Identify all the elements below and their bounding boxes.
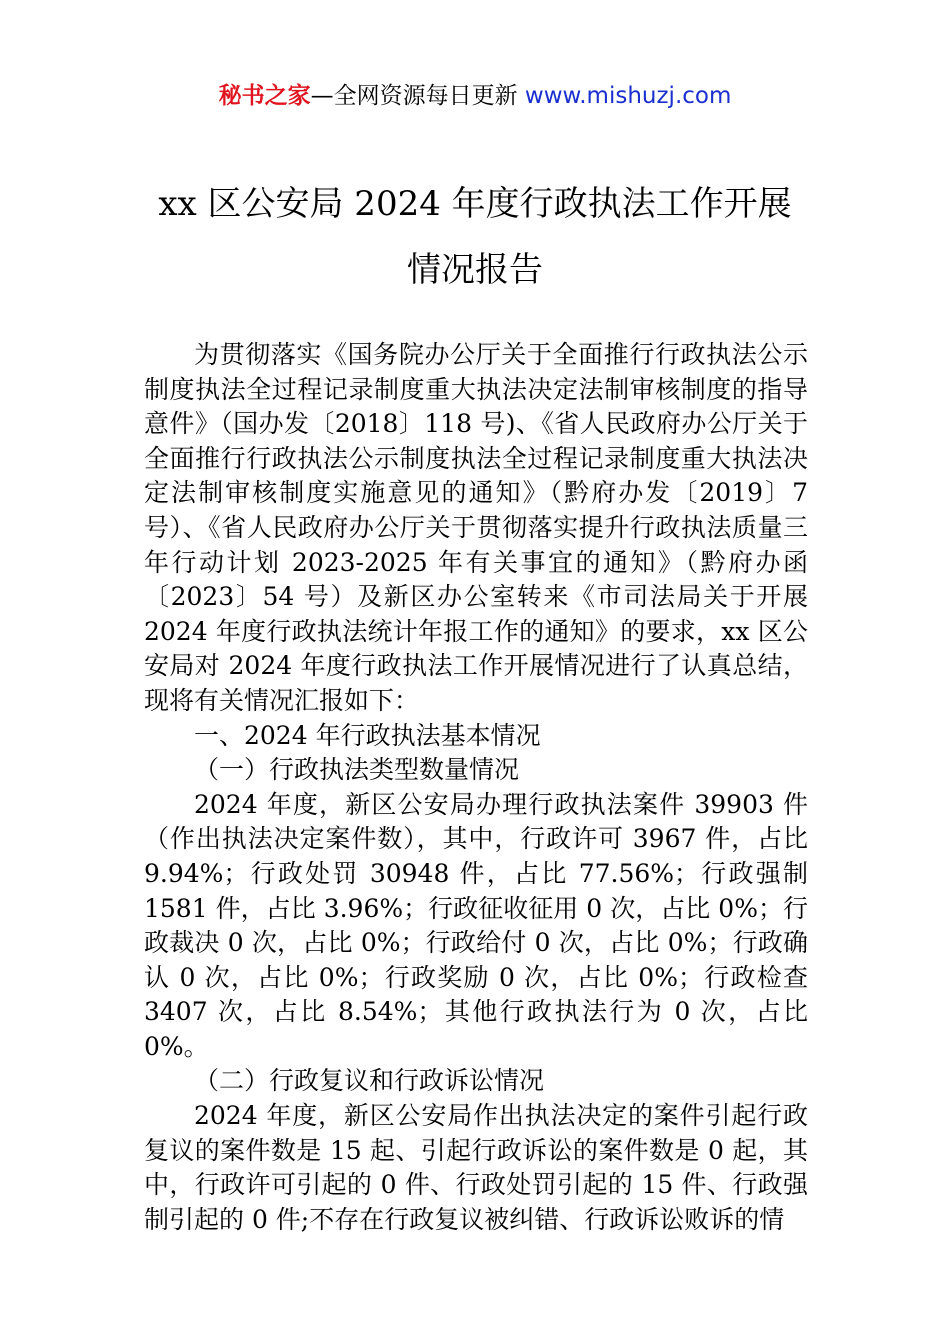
site-slogan: —全网资源每日更新 <box>310 83 518 109</box>
site-url-link[interactable]: www.mishuzj.com <box>524 83 732 109</box>
review-litigation-paragraph: 2024 年度，新区公安局作出执法决定的案件引起行政复议的案件数是 15 起、引起行政诉讼的案件数是 0 起，其中，行政许可引起的 0 件、行政处罚引起的 15 件、行政强制引起的 0 件;不存在行政复议被纠错、行政诉讼败诉的情 <box>144 1101 808 1234</box>
subsection-heading-1: （一）行政执法类型数量情况 <box>194 755 520 785</box>
case-statistics-paragraph: 2024 年度，新区公安局办理行政执法案件 39903 件（作出执法决定案件数），其中，行政许可 3967 件，占比 9.94%；行政处罚 30948 件，占比 77.56%；行政强制 1581 件，占比 3.96%；行政征收征用 0 次，占比 0%；行政裁决 0 次，占比 0%；行政给付 0 次，占比 0%；行政确认 0 次，占比 0%；行政奖励 0 次，占比 0%；行政检查 3407 次，占比 8.54%；其他行政执法行为 0 次，占比 0%。 <box>144 789 808 1061</box>
site-brand: 秘书之家 <box>218 83 311 109</box>
subsection-heading-2: （二）行政复议和行政诉讼情况 <box>194 1066 545 1096</box>
document-title-line-2: 情况报告 <box>407 250 543 290</box>
section-heading-1: 一、2024 年行政执法基本情况 <box>194 720 541 750</box>
intro-paragraph: 为贯彻落实《国务院办公厅关于全面推行行政执法公示制度执法全过程记录制度重大执法决定法制审核制度的指导意件》（国办发〔2018〕118 号)、《省人民政府办公厅关于全面推行行政执法公示制度执法全过程记录制度重大执法决定法制审核制度实施意见的通知》（黔府办发〔2019〕7 号）、《省人民政府办公厅关于贯彻落实提升行政执法质量三年行动计划 2023-2025 年有关事宜的通知》（黔府办函〔2023〕54 号）及新区办公室转来《市司法局关于开展 2024 年度行政执法统计年报工作的通知》的要求，xx 区公安局对 2024 年度行政执法工作开展情况进行了认真总结，现将有关情况汇报如下： <box>144 340 808 715</box>
document-title-line-1: xx 区公安局 2024 年度行政执法工作开展 <box>158 184 792 224</box>
document-body <box>144 338 808 1237</box>
site-header <box>0 80 950 112</box>
